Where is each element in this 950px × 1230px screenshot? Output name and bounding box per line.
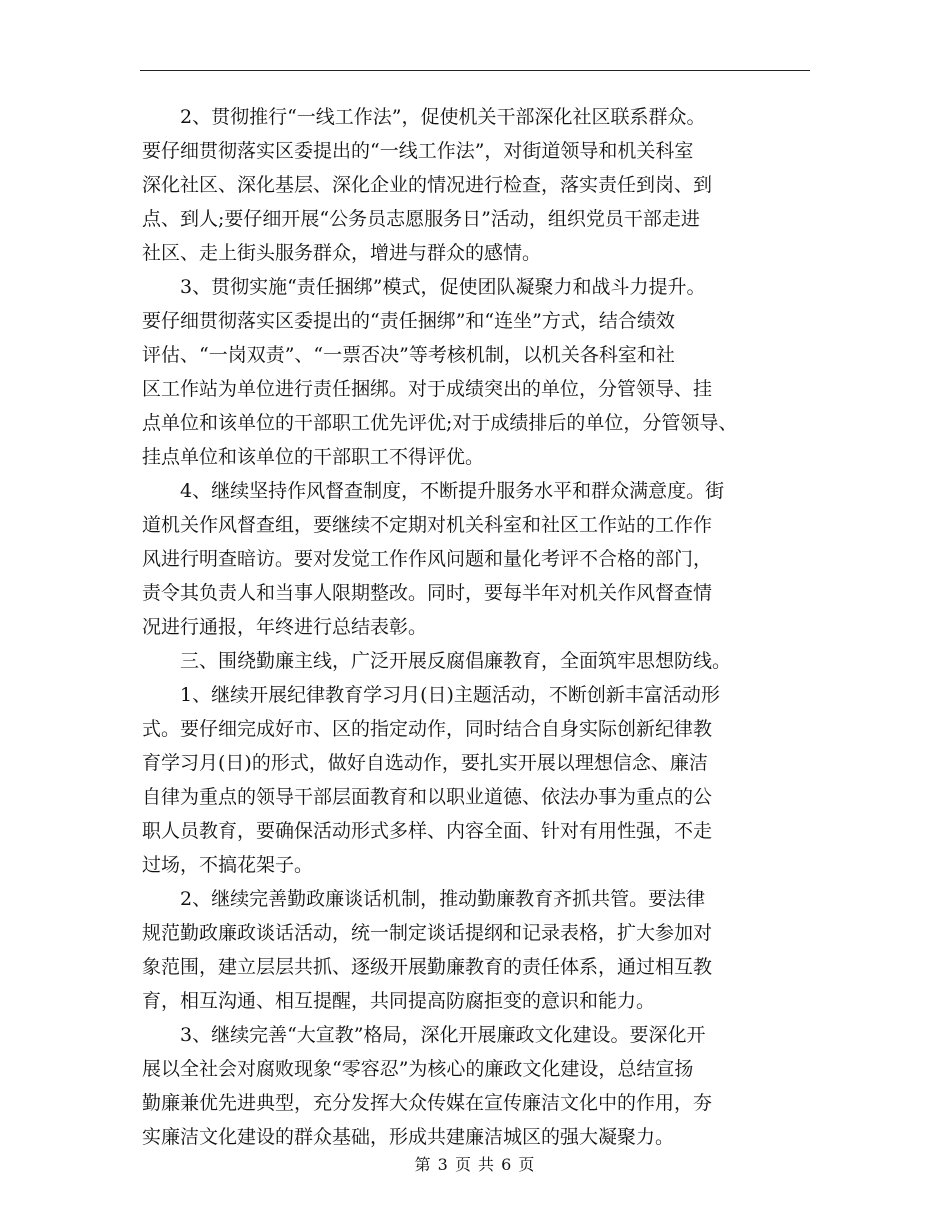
text-line: 勤廉兼优先进典型，充分发挥大众传媒在宣传廉洁文化中的作用，夯: [142, 1092, 713, 1114]
paragraph-jilv-jiaoyu: [142, 678, 822, 882]
text-line: 区工作站为单位进行责任捆绑。对于成绩突出的单位，分管领导、挂: [142, 378, 713, 400]
text-line: 评估、“一岗双责”、“一票否决”等考核机制，以机关各科室和社: [142, 344, 675, 366]
text-line: 社区、走上街头服务群众，增进与群众的感情。: [142, 242, 542, 264]
text-line: 挂点单位和该单位的干部职工不得评优。: [142, 446, 485, 468]
text-line: 实廉洁文化建设的群众基础，形成共建廉洁城区的强大凝聚力。: [142, 1126, 675, 1148]
text-line: 3、贯彻实施“责任捆绑”模式，促使团队凝聚力和战斗力提升。: [142, 276, 706, 298]
text-line: 育学习月(日)的形式，做好自选动作，要扎实开展以理想信念、廉洁: [142, 752, 708, 774]
text-line: 规范勤政廉政谈话活动，统一制定谈话提纲和记录表格，扩大参加对: [142, 922, 713, 944]
text-line: 式。要仔细完成好市、区的指定动作，同时结合自身实际创新纪律教: [142, 718, 713, 740]
paragraph-zuofeng-ducha: [142, 474, 822, 644]
text-line: 风进行明查暗访。要对发觉工作作风问题和量化考评不合格的部门，: [142, 548, 713, 570]
paragraph-zeren-kunbang: [142, 270, 822, 474]
text-line: 况进行通报，年终进行总结表彰。: [142, 616, 428, 638]
text-line: 道机关作风督查组，要继续不定期对机关科室和社区工作站的工作作: [142, 514, 713, 536]
text-line: 深化社区、深化基层、深化企业的情况进行检查，落实责任到岗、到: [142, 174, 713, 196]
paragraph-tanhua-jizhi: [142, 882, 822, 1018]
text-line: 三、围绕勤廉主线，广泛开展反腐倡廉教育，全面筑牢思想防线。: [142, 650, 732, 672]
text-line: 3、继续完善“大宣教”格局，深化开展廉政文化建设。要深化开: [142, 1024, 706, 1046]
paragraph-daxuanjiao: [142, 1018, 822, 1154]
header-rule: [140, 70, 810, 71]
text-line: 2、贯彻推行“一线工作法”，促使机关干部深化社区联系群众。: [142, 106, 706, 128]
text-line: 过场，不搞花架子。: [142, 854, 314, 876]
text-line: 象范围，建立层层共抓、逐级开展勤廉教育的责任体系，通过相互教: [142, 956, 713, 978]
text-line: 4、继续坚持作风督查制度，不断提升服务水平和群众满意度。街: [142, 480, 725, 502]
text-line: 职人员教育，要确保活动形式多样、内容全面、针对有用性强，不走: [142, 820, 713, 842]
paragraph-yixian-gongzuofa: [142, 100, 822, 270]
text-line: 要仔细贯彻落实区委提出的“一线工作法”，对街道领导和机关科室: [142, 140, 694, 162]
text-line: 点、到人;要仔细开展“公务员志愿服务日”活动，组织党员干部走进: [142, 208, 700, 230]
text-line: 2、继续完善勤政廉谈话机制，推动勤廉教育齐抓共管。要法律: [142, 888, 706, 910]
text-line: 点单位和该单位的干部职工优先评优;对于成绩排后的单位，分管领导、: [142, 412, 738, 434]
text-line: 育，相互沟通、相互提醒，共同提高防腐拒变的意识和能力。: [142, 990, 656, 1012]
text-line: 要仔细贯彻落实区委提出的“责任捆绑”和“连坐”方式，结合绩效: [142, 310, 675, 332]
page-number-footer: 第 3 页 共 6 页: [414, 1155, 536, 1174]
text-line: 责令其负责人和当事人限期整改。同时，要每半年对机关作风督查情: [142, 582, 713, 604]
document-body: [142, 100, 822, 1154]
text-line: 展以全社会对腐败现象“零容忍”为核心的廉政文化建设，总结宣扬: [142, 1058, 694, 1080]
text-line: 1、继续开展纪律教育学习月(日)主题活动，不断创新丰富活动形: [142, 684, 720, 706]
text-line: 自律为重点的领导干部层面教育和以职业道德、依法办事为重点的公: [142, 786, 713, 808]
section-heading: [142, 644, 822, 678]
